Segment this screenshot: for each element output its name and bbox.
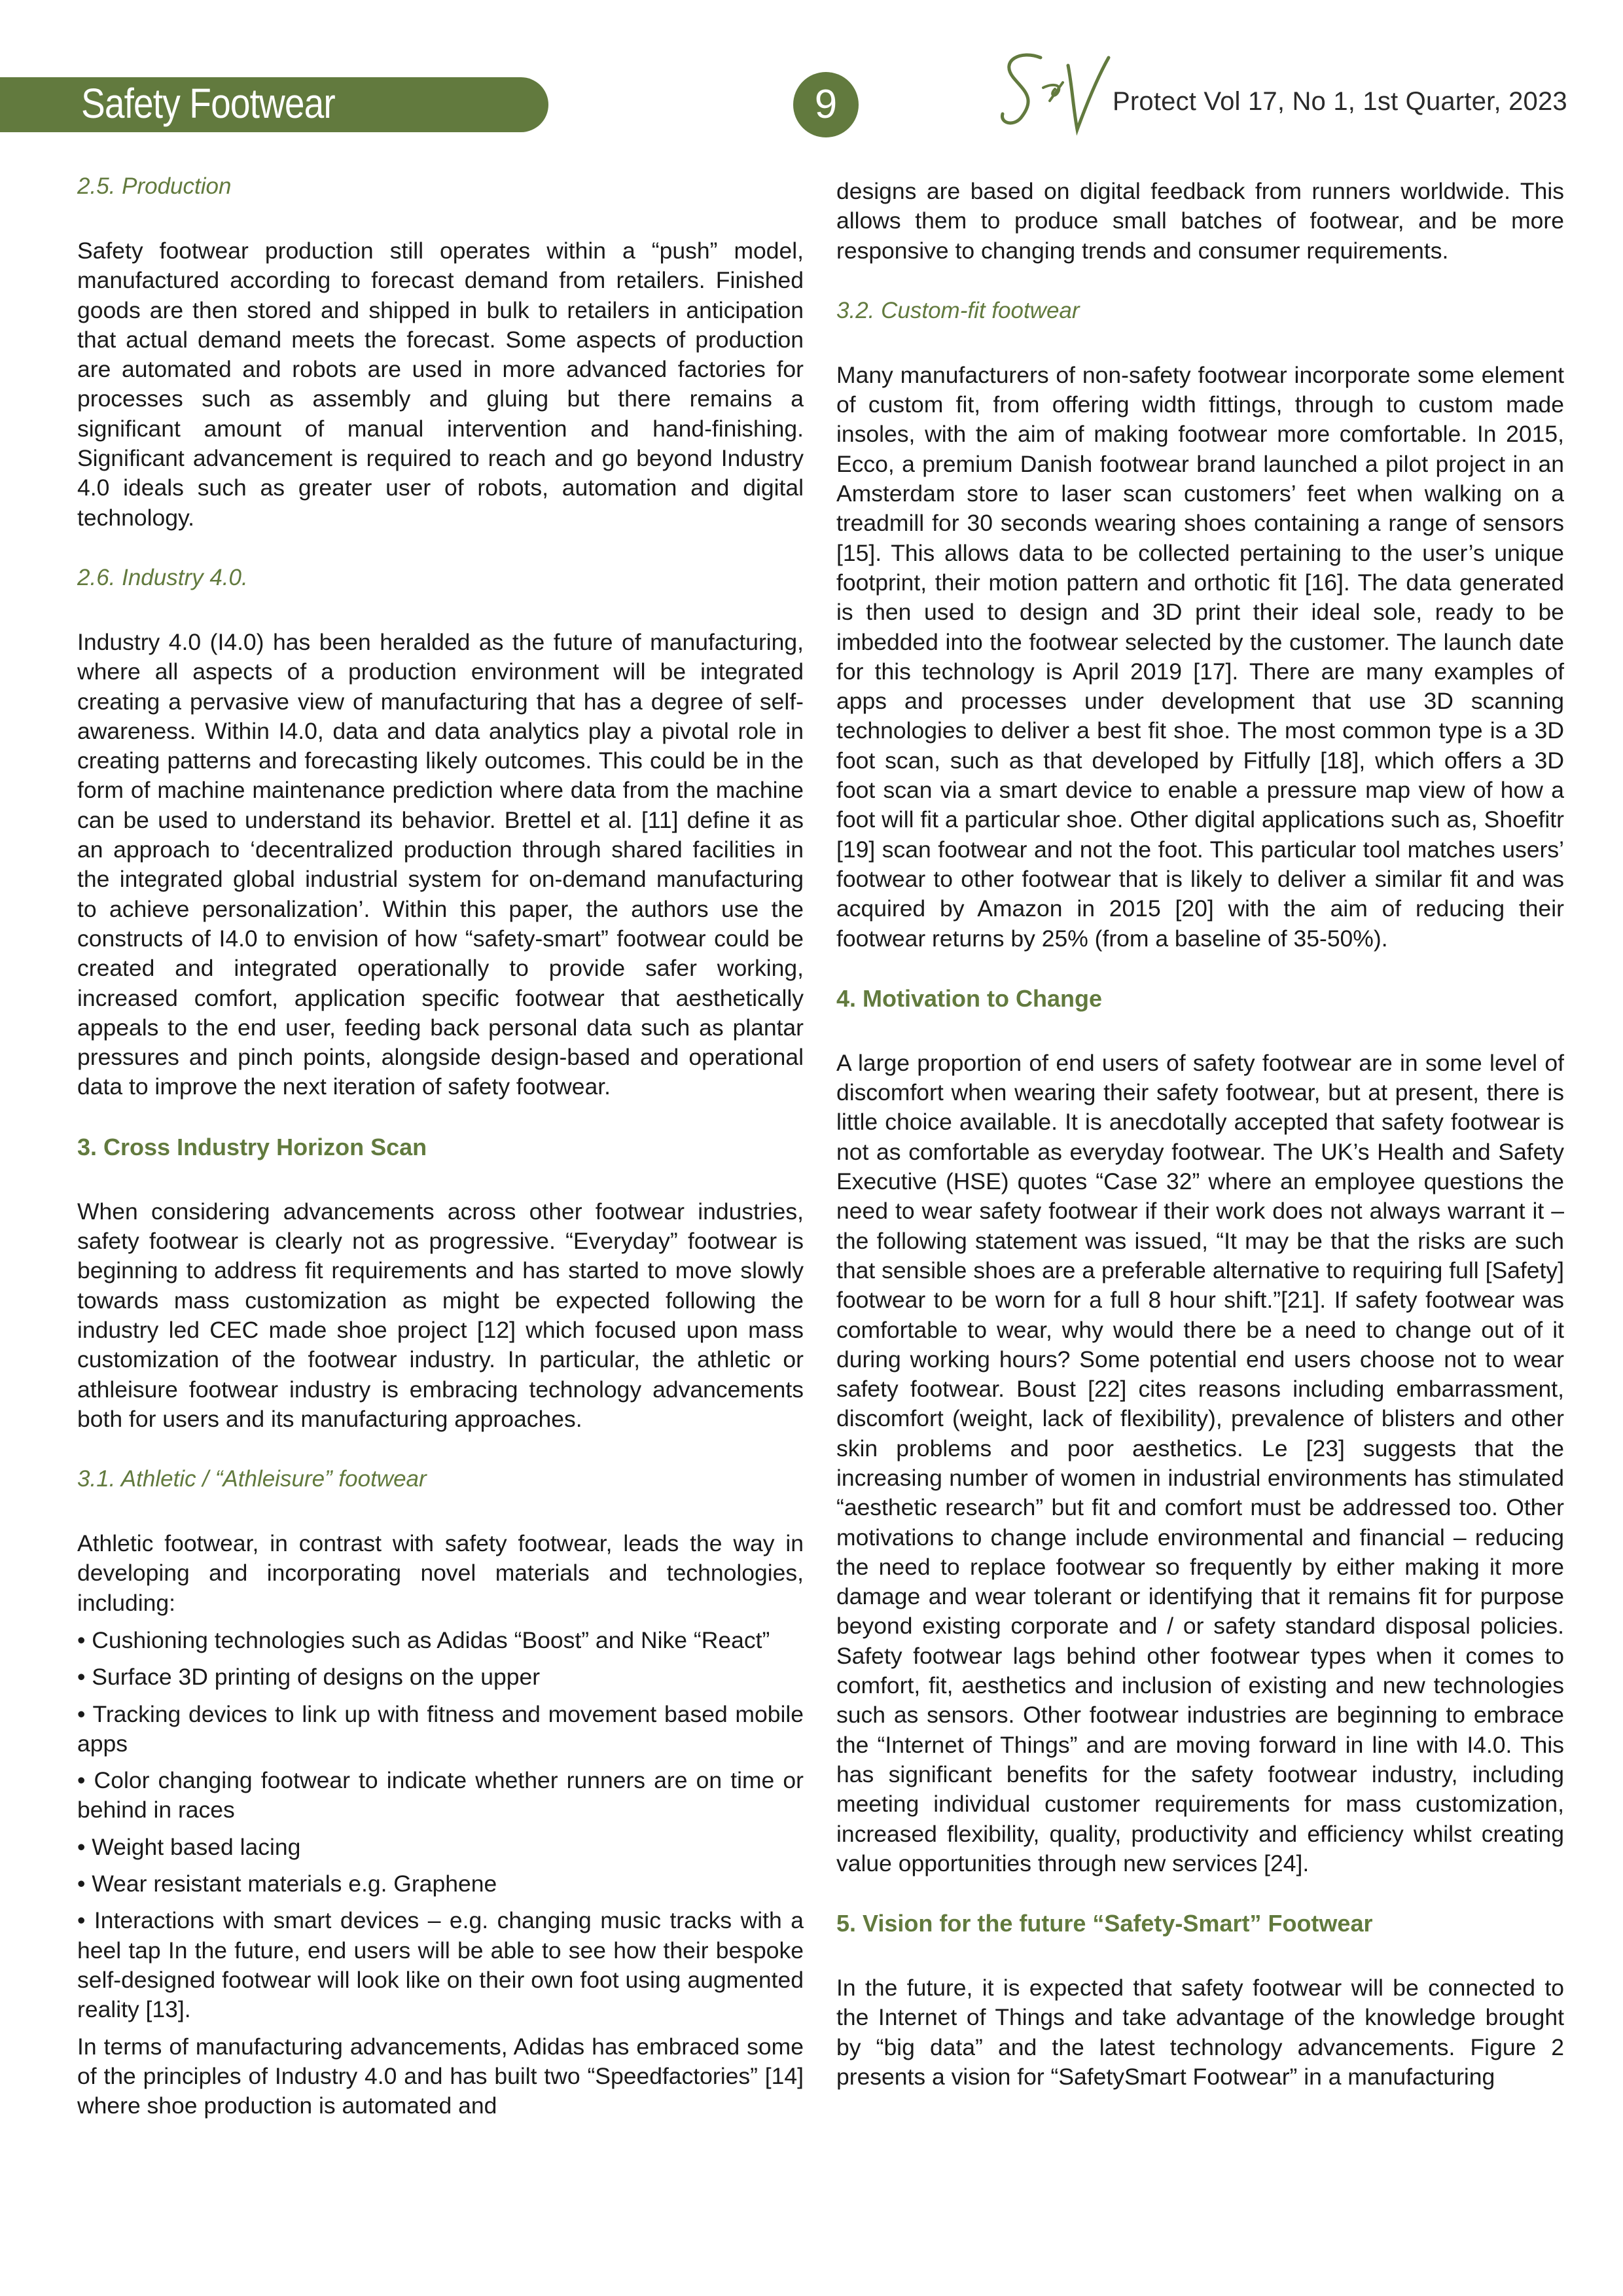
paragraph-vision: In the future, it is expected that safety footwear will be connected to the Internet of Things and take advantage of the knowledge brought by “big data” and the latest technology advancements. Figure 2 presents a vision for “SafetySmart Footwear” in a manufacturing (836, 1975, 1564, 2090)
list-item: • Color changing footwear to indicate whether runners are on time or behind in races (77, 1767, 804, 1823)
list-item: • Surface 3D printing of designs on the upper (77, 1664, 541, 1691)
heading-section-5: 5. Vision for the future “Safety-Smart” Footwear (836, 1910, 1373, 1937)
list-item: • Tracking devices to link up with fitness and movement based mobile apps (77, 1700, 804, 1757)
page-number: 9 (793, 72, 859, 137)
heading-2-6: 2.6. Industry 4.0. (77, 564, 248, 590)
bullet-list (77, 1626, 804, 2025)
list-item: • Weight based lacing (77, 1833, 301, 1860)
heading-3-1: 3.1. Athletic / “Athleisure” footwear (77, 1466, 427, 1492)
sv-logo-icon (995, 46, 1113, 144)
paragraph-manufacturing-advancements: In terms of manufacturing advancements, Adidas has embraced some of the principles of Industry 4.0 and has built two “Speedfactories” [14] where shoe production is automated and (77, 2033, 804, 2119)
paragraph-custom-fit: Many manufacturers of non-safety footwear incorporate some element of custom fit, from offering width fittings, through to custom made insoles, with the aim of making footwear more comfortable. In 2015, Ecco, a premium Danish footwear brand launched a pilot project in an Amsterdam store to laser scan customers’ feet when walking on a treadmill for 30 seconds wearing shoes containing a range of sensors [15]. This allows data to be collected pertaining to the user’s unique footprint, their motion pattern and orthotic fit [16]. The data generated is then used to design and 3D print their ideal sole, ready to be imbedded into the footwear selected by the customer. The launch date for this technology is April 2019 [17]. There are many examples of apps and processes under development that use 3D scanning technologies to deliver a best fit shoe. The most common type is a 3D foot scan, such as that developed by Fitfully [18], which offers a 3D foot scan via a smart device to enable a pressure map view of how a foot will fit a particular shoe. Other digital applications such as, Shoefitr [19] scan footwear and not the foot. This particular tool matches users’ footwear to other footwear that is likely to deliver a similar fit and was acquired by Amazon in 2015 [20] with the aim of reducing their footwear returns by 25% (from a baseline of 35-50%). (836, 361, 1564, 952)
heading-section-3: 3. Cross Industry Horizon Scan (77, 1133, 427, 1160)
left-column (77, 171, 804, 2121)
paragraph-horizon-scan: When considering advancements across other footwear industries, safety footwear is clearly not as progressive. “Everyday” footwear is beginning to address fit requirements and has started to move slowly towards mass customization as might be expected following the industry led CEC made shoe project [12] which focused upon mass customization of the footwear industry. In particular, the athletic or athleisure footwear industry is embracing technology advancements both for users and its manufacturing approaches. (77, 1198, 804, 1432)
paragraph-athletic: Athletic footwear, in contrast with safety footwear, leads the way in developing and incorporating novel materials and technologies, including: (77, 1530, 804, 1616)
paragraph-continued: designs are based on digital feedback from runners worldwide. This allows them to produce small batches of footwear, and be more responsive to changing trends and consumer requirements. (836, 178, 1564, 264)
paragraph-industry-4: Industry 4.0 (I4.0) has been heralded as the future of manufacturing, where all aspects of a production environment will be integrated creating a pervasive view of manufacturing that has a degree of self-awareness. Within I4.0, data and data analytics play a pivotal role in creating patterns and forecasting likely outcomes. This could be in the form of machine maintenance prediction where data from the machine can be used to understand its behavior. Brettel et al. [11] define it as an approach to ‘decentralized production through shared facilities in the integrated global industrial system for on-demand manufacturing to achieve personalization’. Within this paper, the authors use the constructs of I4.0 to envision of how “safety-smart” footwear could be created and integrated operationally to provide safer working, increased comfort, application specific footwear that aesthetically appeals to the end user, feeding back personal data such as plantar pressures and pinch points, alongside design-based and operational data to improve the next iteration of safety footwear. (77, 628, 804, 1100)
heading-section-4: 4. Motivation to Change (836, 984, 1103, 1012)
paragraph-motivation: A large proportion of end users of safety footwear are in some level of discomfort when wearing their safety footwear, but at present, there is little choice available. It is anecdotally accepted that safety footwear is not as comfortable as everyday footwear. The UK’s Health and Safety Executive (HSE) quotes “Case 32” where an employee questions the need to wear safety footwear if their work does not always warrant it – the following statement was issued, “It may be that the risks are such that sensible shoes are a preferable alternative to requiring full [Safety] footwear to be worn for a full 8 hour shift.”[21]. If safety footwear was comfortable to wear, why would there be a need to change out of it during working hours? Some potential end users choose not to wear safety footwear. Boust [22] cites reasons including embarrassment, discomfort (weight, lack of flexibility), prevalence of blisters and other skin problems and poor aesthetics. Le [23] suggests that the increasing number of women in industrial environments has stimulated “aesthetic research” but fit and comfort must be addressed too. Other motivations to change include environmental and financial – reducing the need to replace footwear so frequently by either making it more damage and wear tolerant or identifying that it remains fit for purpose beyond existing corporate and / or safety standard disposal policies. Safety footwear lags behind other footwear types when it comes to comfort, fit, aesthetics and inclusion of existing and new technologies such as sensors. Other footwear industries are beginning to embrace the “Internet of Things” and are moving forward in line with I4.0. This has significant benefits for the safety footwear industry, including meeting individual customer requirements for mass customization, increased flexibility, quality, productivity and efficiency whilst creating value opportunities through new services [24]. (836, 1049, 1564, 1876)
list-item: • Interactions with smart devices – e.g. changing music tracks with a heel tap In the future, end users will be able to see how their bespoke self-designed footwear will look like on their own foot using augmented reality [13]. (77, 1907, 804, 2023)
list-item: • Cushioning technologies such as Adidas “Boost” and Nike “React” (77, 1626, 770, 1653)
list-item: • Wear resistant materials e.g. Graphene (77, 1871, 497, 1897)
journal-citation: Protect Vol 17, No 1, 1st Quarter, 2023 (1113, 87, 1567, 116)
header-section-title: Safety Footwear (81, 80, 335, 127)
heading-3-2: 3.2. Custom-fit footwear (836, 297, 1080, 323)
paragraph-production: Safety footwear production still operates within a “push” model, manufactured according to forecast demand from retailers. Finished goods are then stored and shipped in bulk to retailers in anticipation that actual demand meets the forecast. Some aspects of production are automated and robots are used in more advanced factories for processes such as assembly and gluing but there remains a significant amount of manual intervention and hand-finishing. Significant advancement is required to reach and go beyond Industry 4.0 ideals such as greater user of robots, automation and digital technology. (77, 238, 804, 531)
right-column (836, 177, 1564, 2092)
heading-2-5: 2.5. Production (77, 173, 232, 199)
